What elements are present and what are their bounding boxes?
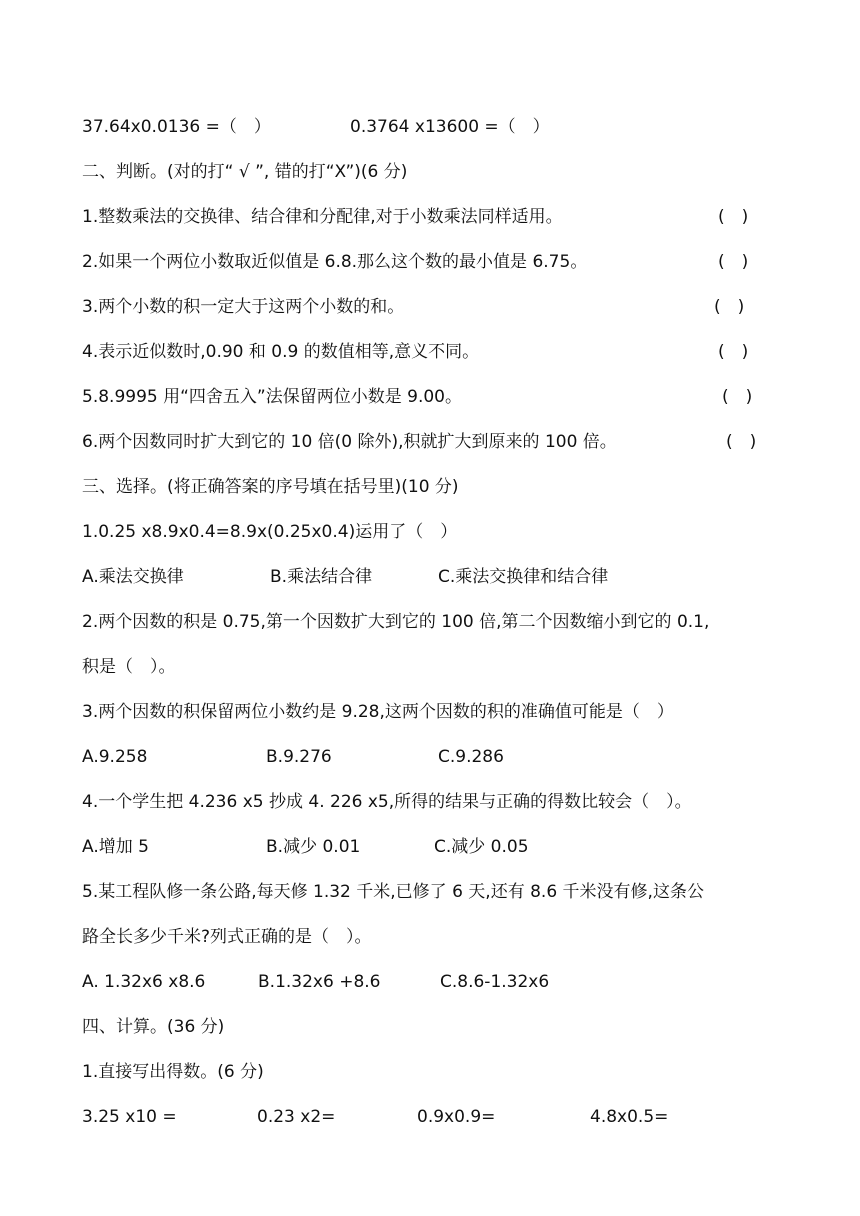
judgment-item-text: 1.整数乘法的交换律、结合律和分配律,对于小数乘法同样适用。	[82, 207, 563, 227]
answer-blank[interactable]: ( )	[718, 342, 749, 362]
option-b[interactable]: B.1.32x6 +8.6	[258, 972, 381, 992]
option-a[interactable]: A.乘法交换律	[82, 567, 184, 587]
section-heading-choice: 三、选择。(将正确答案的序号填在括号里)(10 分)	[82, 477, 459, 497]
answer-blank[interactable]: ( )	[718, 207, 749, 227]
option-a[interactable]: A.增加 5	[82, 837, 149, 857]
answer-blank[interactable]: ( )	[718, 252, 749, 272]
judgment-item-text: 3.两个小数的积一定大于这两个小数的和。	[82, 297, 405, 317]
choice-question-5-line2: 路全长多少千米?列式正确的是（ ）。	[82, 927, 372, 947]
choice-question-2-line2: 积是（ ）。	[82, 657, 176, 677]
choice-question-4: 4.一个学生把 4.236 x5 抄成 4. 226 x5,所得的结果与正确的得数比较会（ ）。	[82, 792, 692, 812]
option-c[interactable]: C.乘法交换律和结合律	[438, 567, 609, 587]
answer-blank[interactable]: ( )	[722, 387, 753, 407]
calc-item-1: 37.64x0.0136 =（ ）	[82, 117, 271, 137]
option-b[interactable]: B.乘法结合律	[270, 567, 373, 587]
option-c[interactable]: C.8.6-1.32x6	[440, 972, 550, 992]
judgment-item-text: 5.8.9995 用“四舍五入”法保留两位小数是 9.00。	[82, 387, 462, 407]
calc-item: 3.25 x10 =	[82, 1107, 177, 1127]
calc-item: 0.23 x2=	[257, 1107, 336, 1127]
calc-item: 4.8x0.5=	[590, 1107, 669, 1127]
choice-question-1: 1.0.25 x8.9x0.4=8.9x(0.25x0.4)运用了（ ）	[82, 522, 458, 542]
section-heading-judgment: 二、判断。(对的打“ √ ”, 错的打“X”)(6 分)	[82, 162, 408, 182]
answer-blank[interactable]: ( )	[714, 297, 745, 317]
judgment-item-text: 6.两个因数同时扩大到它的 10 倍(0 除外),积就扩大到原来的 100 倍。	[82, 432, 617, 452]
judgment-item-text: 2.如果一个两位小数取近似值是 6.8.那么这个数的最小值是 6.75。	[82, 252, 588, 272]
option-a[interactable]: A. 1.32x6 x8.6	[82, 972, 206, 992]
calc-item: 0.9x0.9=	[417, 1107, 496, 1127]
sub-heading-direct-results: 1.直接写出得数。(6 分)	[82, 1062, 264, 1082]
choice-question-2-line1: 2.两个因数的积是 0.75,第一个因数扩大到它的 100 倍,第二个因数缩小到它的 0.1,	[82, 612, 710, 632]
option-c[interactable]: C.9.286	[438, 747, 504, 767]
judgment-item-text: 4.表示近似数时,0.90 和 0.9 的数值相等,意义不同。	[82, 342, 480, 362]
option-b[interactable]: B.减少 0.01	[266, 837, 361, 857]
choice-question-3: 3.两个因数的积保留两位小数约是 9.28,这两个因数的积的准确值可能是（ ）	[82, 702, 674, 722]
option-a[interactable]: A.9.258	[82, 747, 148, 767]
section-heading-calculation: 四、计算。(36 分)	[82, 1017, 225, 1037]
answer-blank[interactable]: ( )	[726, 432, 757, 452]
option-b[interactable]: B.9.276	[266, 747, 332, 767]
calc-item-2: 0.3764 x13600 =（ ）	[350, 117, 550, 137]
option-c[interactable]: C.减少 0.05	[434, 837, 529, 857]
choice-question-5-line1: 5.某工程队修一条公路,每天修 1.32 千米,已修了 6 天,还有 8.6 千米没有修,这条公	[82, 882, 704, 902]
